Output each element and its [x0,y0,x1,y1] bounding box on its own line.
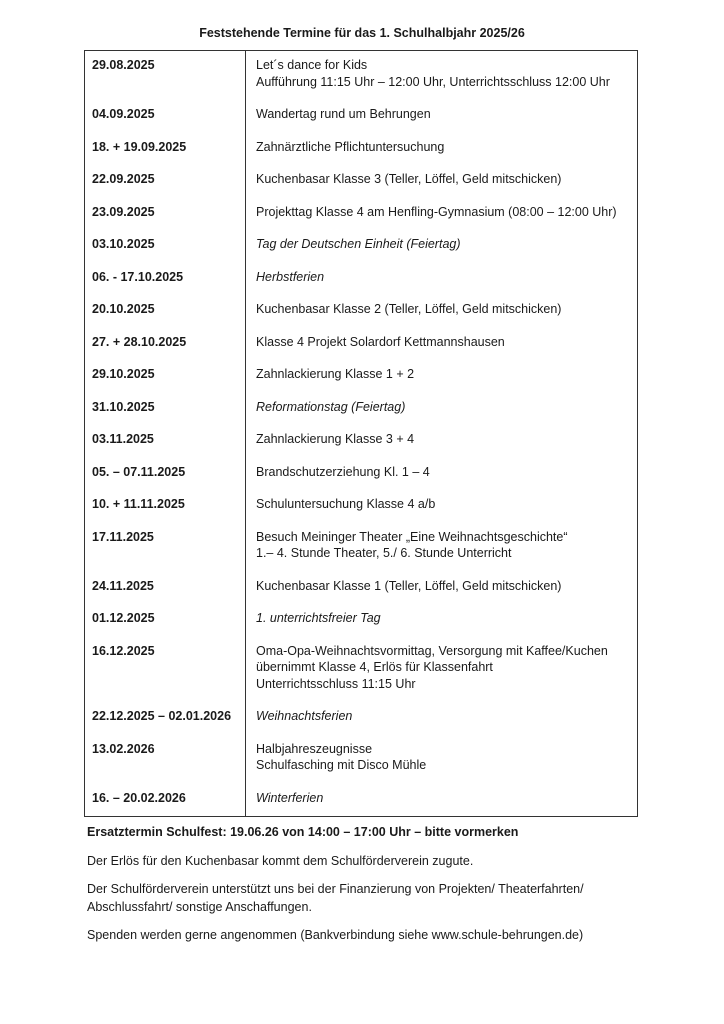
event-description [246,523,638,572]
ersatztermin-note: Ersatztermin Schulfest: 19.06.26 von 14:00 – 17:00 Uhr – bitte vormerken [87,825,519,839]
foerderverein-note: Der Schulförderverein unterstützt uns bei der Finanzierung von Projekten/ Theaterfahrten/ Abschlussfahrt/ sonstige Anschaffungen. [87,882,584,914]
event-date: 20.10.2025 [85,295,246,328]
event-description-line: Zahnlackierung Klasse 1 + 2 [256,367,415,381]
event-description [246,198,638,231]
event-date: 04.09.2025 [85,100,246,133]
event-date: 24.11.2025 [85,572,246,605]
event-row [85,425,638,458]
event-description [246,230,638,263]
event-description-line: Wandertag rund um Behrungen [256,107,431,121]
spenden-note: Spenden werden gerne angenommen (Bankverbindung siehe www.schule-behrungen.de) [87,928,584,942]
event-date: 05. – 07.11.2025 [85,458,246,491]
event-row [85,458,638,491]
event-description [246,263,638,296]
event-row [85,51,638,101]
event-date: 22.09.2025 [85,165,246,198]
event-description [246,328,638,361]
event-row [85,263,638,296]
event-row [85,784,638,817]
event-description-line: Weihnachtsferien [256,709,353,723]
event-description-line: Aufführung 11:15 Uhr – 12:00 Uhr, Unterrichtsschluss 12:00 Uhr [256,74,610,89]
event-date: 13.02.2026 [85,735,246,784]
event-description [246,100,638,133]
footer-notes [87,823,647,954]
event-date: 17.11.2025 [85,523,246,572]
event-date: 18. + 19.09.2025 [85,133,246,166]
event-description-line: Oma-Opa-Weihnachtsvormittag, Versorgung mit Kaffee/Kuchen [256,643,608,658]
event-description-line: 1.– 4. Stunde Theater, 5./ 6. Stunde Unterricht [256,546,512,560]
event-description [246,604,638,637]
event-description-line: Besuch Meininger Theater „Eine Weihnachtsgeschichte“ [256,529,568,544]
event-row [85,702,638,735]
event-date: 22.12.2025 – 02.01.2026 [85,702,246,735]
event-row [85,295,638,328]
event-date: 27. + 28.10.2025 [85,328,246,361]
event-description-line: Reformationstag (Feiertag) [256,399,406,414]
event-row [85,328,638,361]
event-date: 31.10.2025 [85,393,246,426]
event-description-line: Let´s dance for Kids [256,58,368,72]
event-row [85,523,638,572]
event-row [85,393,638,426]
event-row [85,100,638,133]
event-row [85,165,638,198]
event-description [246,360,638,393]
event-description [246,490,638,523]
event-description-line: 1. unterrichtsfreier Tag [256,611,381,625]
event-description [246,784,638,817]
event-description [246,425,638,458]
event-date: 16.12.2025 [85,637,246,703]
event-description-line: Halbjahreszeugnisse [256,741,373,756]
event-date: 23.09.2025 [85,198,246,231]
event-row [85,735,638,784]
event-description-line: Zahnärztliche Pflichtuntersuchung [256,139,445,154]
event-description-line: Herbstferien [256,269,325,284]
event-description-line: Winterferien [256,790,324,805]
kuchenbasar-note: Der Erlös für den Kuchenbasar kommt dem Schulförderverein zugute. [87,854,474,868]
event-date: 10. + 11.11.2025 [85,490,246,523]
event-description-line: Zahnlackierung Klasse 3 + 4 [256,432,415,446]
event-description-line: Brandschutzerziehung Kl. 1 – 4 [256,464,430,479]
event-date: 03.11.2025 [85,425,246,458]
page-title: Feststehende Termine für das 1. Schulhalbjahr 2025/26 [199,26,525,40]
event-description-line: Tag der Deutschen Einheit (Feiertag) [256,237,461,251]
events-table-body [85,51,638,817]
event-row [85,230,638,263]
event-description-line: Kuchenbasar Klasse 2 (Teller, Löffel, Geld mitschicken) [256,302,562,316]
event-description [246,637,638,703]
event-description-line: Projekttag Klasse 4 am Henfling-Gymnasium (08:00 – 12:00 Uhr) [256,204,617,219]
event-description-line: Klasse 4 Projekt Solardorf Kettmannshausen [256,334,505,349]
event-date: 03.10.2025 [85,230,246,263]
event-row [85,572,638,605]
event-date: 29.10.2025 [85,360,246,393]
event-date: 01.12.2025 [85,604,246,637]
event-row [85,198,638,231]
event-date: 16. – 20.02.2026 [85,784,246,817]
event-description-line: übernimmt Klasse 4, Erlös für Klassenfahrt [256,660,493,674]
event-description [246,295,638,328]
event-description-line: Schuluntersuchung Klasse 4 a/b [256,497,436,511]
event-description [246,51,638,101]
event-row [85,133,638,166]
event-description [246,735,638,784]
event-description [246,133,638,166]
event-description-line: Schulfasching mit Disco Mühle [256,758,427,772]
event-description [246,702,638,735]
event-row [85,637,638,703]
event-row [85,604,638,637]
event-description-line: Kuchenbasar Klasse 1 (Teller, Löffel, Geld mitschicken) [256,578,562,593]
event-description-line: Kuchenbasar Klasse 3 (Teller, Löffel, Geld mitschicken) [256,172,562,186]
event-date: 06. - 17.10.2025 [85,263,246,296]
events-table [84,50,638,817]
event-row [85,360,638,393]
event-row [85,490,638,523]
event-description [246,165,638,198]
event-description [246,572,638,605]
event-date: 29.08.2025 [85,51,246,101]
event-description [246,458,638,491]
event-description [246,393,638,426]
event-description-line: Unterrichtsschluss 11:15 Uhr [256,676,416,691]
